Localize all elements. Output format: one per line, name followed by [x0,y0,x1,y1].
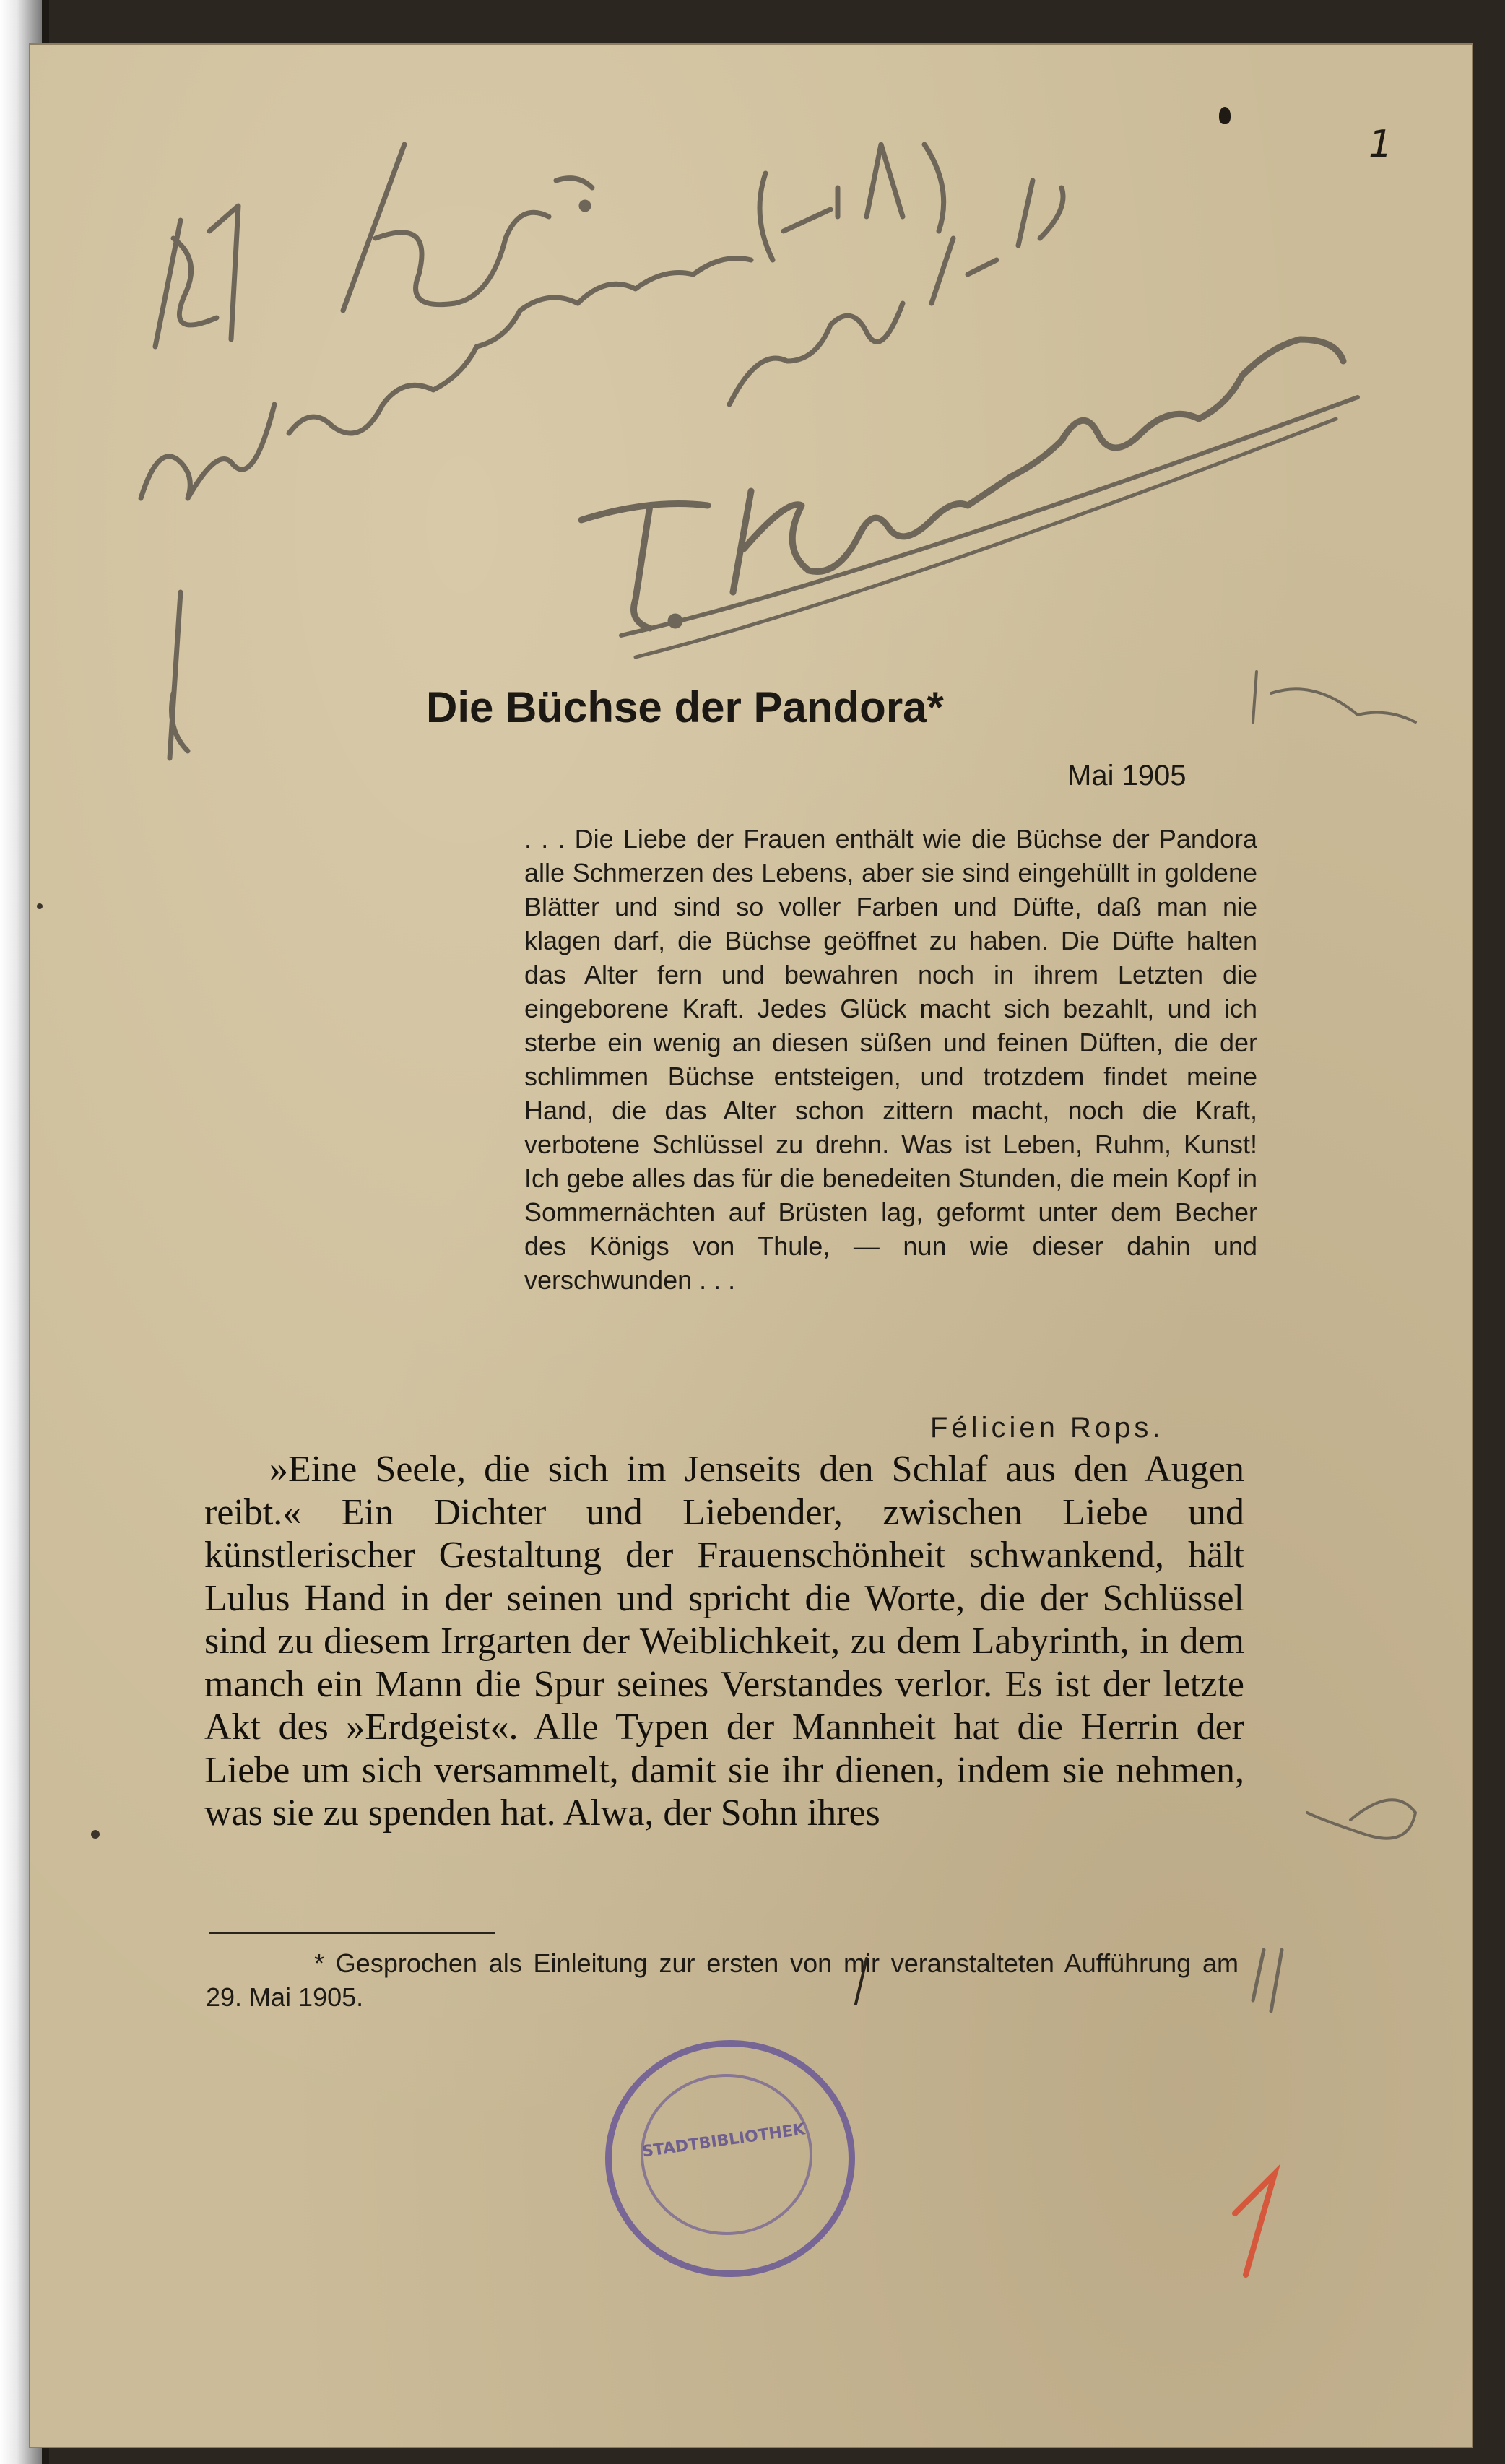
margin-slash [1253,1950,1282,2011]
margin-pencil-left [170,592,188,758]
margin-loop [1307,1800,1415,1838]
margin-pencil-right [1253,672,1415,722]
library-stamp [605,2040,855,2277]
handwriting-ist [155,206,238,347]
handwriting-fahne [729,181,1063,404]
handwriting-korr [343,144,592,311]
stamp-text: STADTBIBLIOTHEK [641,2120,807,2161]
signature-T [581,504,708,629]
footnote: * Gesprochen als Einleitung zur ersten von mir veranstalteten Aufführung am 29. Mai 1905. [206,1948,1239,2012]
title-text: Die Büchse der Pandora [426,683,927,732]
red-pencil-mark [1235,2174,1275,2275]
footnote-rule [209,1932,495,1934]
signature-underline-1 [621,397,1358,635]
motto-quote: . . . Die Liebe der Frauen enthält wie die Büchse der Pandora alle Schmerzen des Lebens, aber sie sind eingehüllt in goldene Blätter und sind so voller Farben und Düfte, daß man nie klagen darf, die Büchse geöffnet zu haben. Die Düfte halten das Alter fern und bewahren noch in ihrem Letzten die eingeborene Kraft. Jedes Glück macht sich bezahlt, und ich sterbe ein wenig an diesen süßen und feinen Düften, die der schlimmen Büchse entsteigen, und trotzdem findet meine Hand, die das Alter schon zittern macht, noch die Kraft, verbotene Schlüssel zu drehn. Was ist Leben, Ruhm, Kunst! Ich gebe alles das für die benedeiten Stunden, die mein Kopf in Sommernächten auf Brüsten lag, geformt unter dem Becher des Königs von Thule, — nun wie dieser dahin und verschwunden . . . [524,824,1257,1295]
paper-spot [91,1830,100,1839]
motto-date: Mai 1905 [1067,760,1187,791]
title-footnote-mark: * [927,683,944,732]
handwriting-parens [760,144,944,260]
signature-kornelius [733,339,1343,592]
page-number: 1 [1369,123,1393,166]
motto-author: Félicien Rops. [930,1412,1164,1444]
page-title [426,682,944,732]
binding-hole [37,903,43,909]
body-paragraph: »Eine Seele, die sich im Jenseits den Schlaf aus den Augen reibt.« Ein Dichter und Liebender, zwischen Liebe und künstlerischer Gestaltung der Frauenschönheit schwankend, hält Lulus Hand in der seinen und spricht die Worte, die der Schlüssel sind zu diesem Irrgarten der Weiblichkeit, zu dem Labyrinth, in dem manch ein Mann die Spur seines Verstandes verlor. Es ist der letzte Akt des »Erdgeist«. Alle Typen der Mannheit hat die Herrin der Liebe um sich versammelt, damit sie ihr dienen, indem sie nehmen, was sie zu spenden hat. Alwa, der Sohn ihres [204,1449,1244,1834]
